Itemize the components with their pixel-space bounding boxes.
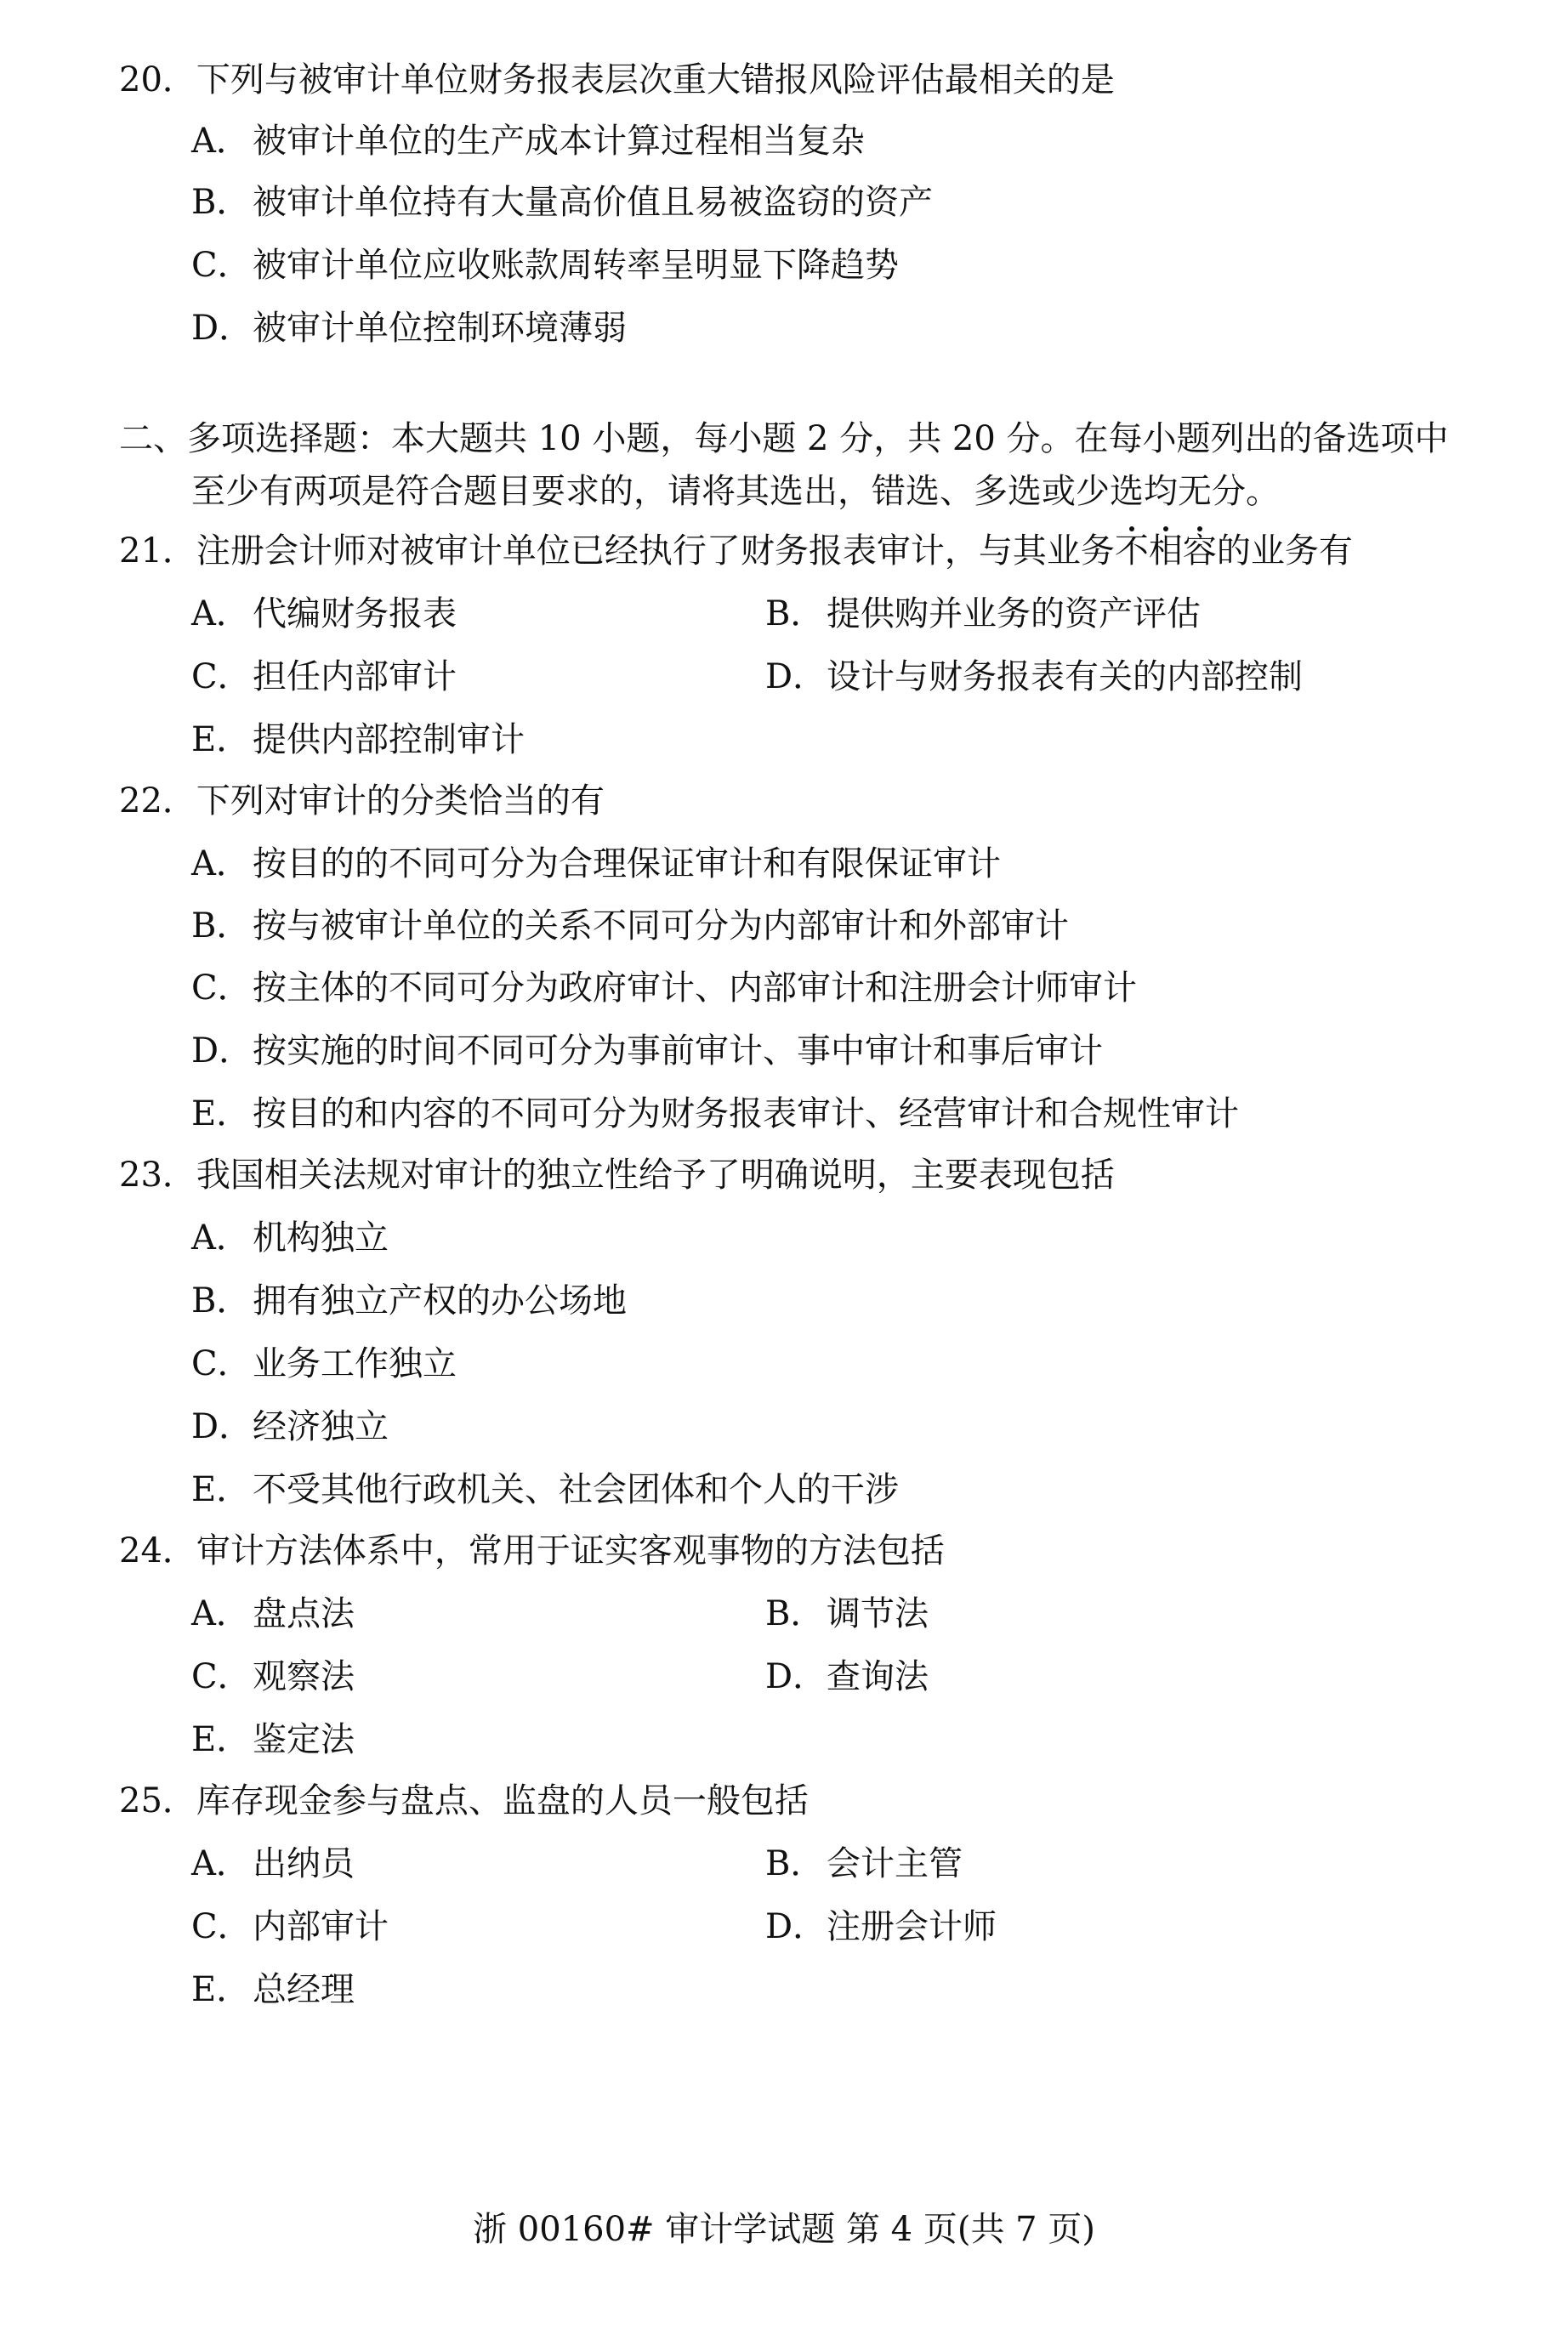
question-25-option-b xyxy=(765,1842,963,1886)
option-text: 观察法 xyxy=(253,1657,355,1696)
question-text: 下列与被审计单位财务报表层次重大错报风险评估最相关的是 xyxy=(196,60,1115,99)
question-25-option-e xyxy=(191,1968,355,2012)
question-number: 22． xyxy=(119,781,196,821)
option-text: 被审计单位应收账款周转率呈明显下降趋势 xyxy=(253,246,899,285)
question-24-option-d xyxy=(765,1655,929,1699)
option-text: 按主体的不同可分为政府审计、内部审计和注册会计师审计 xyxy=(253,968,1137,1008)
section-instructions: 至少有两项是符合题目要求的，请将其选出，错选、多选或少选均无分。 xyxy=(191,472,1280,511)
question-number: 20． xyxy=(119,60,196,99)
question-23-option-d xyxy=(191,1405,389,1449)
question-text: 的业务有 xyxy=(1216,531,1353,571)
option-letter: A． xyxy=(191,594,250,633)
question-22-option-a xyxy=(191,842,1001,886)
emphasis-char: 相 xyxy=(1148,531,1183,571)
option-text: 代编财务报表 xyxy=(253,594,457,633)
option-letter: E． xyxy=(191,1094,251,1133)
option-text: 查询法 xyxy=(827,1657,929,1696)
option-text: 按与被审计单位的关系不同可分为内部审计和外部审计 xyxy=(253,906,1069,946)
option-text: 盘点法 xyxy=(253,1594,355,1633)
option-letter: C． xyxy=(191,968,252,1008)
section-heading: 二、多项选择题：本大题共 10 小题，每小题 2 分，共 20 分。在每小题列出的备选项中 xyxy=(119,419,1449,458)
question-25-option-c xyxy=(191,1905,389,1949)
question-22-option-c xyxy=(191,966,1137,1010)
question-text: 审计方法体系中，常用于证实客观事物的方法包括 xyxy=(196,1531,945,1570)
option-letter: C． xyxy=(191,1657,252,1696)
question-21-option-e xyxy=(191,718,525,762)
option-letter: A． xyxy=(191,1844,250,1883)
option-text: 出纳员 xyxy=(253,1844,355,1883)
option-text: 拥有独立产权的办公场地 xyxy=(253,1281,627,1321)
question-22-stem xyxy=(119,779,605,823)
question-23-option-b xyxy=(191,1279,627,1323)
question-21-stem xyxy=(119,529,1353,573)
option-text: 担任内部审计 xyxy=(253,657,457,696)
option-letter: B． xyxy=(765,1844,825,1883)
option-text: 内部审计 xyxy=(253,1907,389,1946)
option-text: 按目的的不同可分为合理保证审计和有限保证审计 xyxy=(253,844,1001,883)
question-21-option-b xyxy=(765,592,1201,636)
option-letter: D． xyxy=(765,1907,827,1946)
question-24-option-b xyxy=(765,1592,929,1636)
option-text: 提供内部控制审计 xyxy=(253,720,525,759)
question-20-option-a xyxy=(191,119,865,163)
option-letter: C． xyxy=(191,1344,252,1383)
question-22-option-d xyxy=(191,1029,1103,1073)
question-21-option-d xyxy=(765,655,1303,699)
question-text: 下列对审计的分类恰当的有 xyxy=(196,781,605,821)
option-text: 经济独立 xyxy=(253,1407,389,1446)
question-23-option-c xyxy=(191,1342,457,1386)
option-text: 注册会计师 xyxy=(827,1907,997,1946)
option-letter: D． xyxy=(191,1407,253,1446)
option-letter: C． xyxy=(191,657,252,696)
option-letter: B． xyxy=(191,906,251,946)
option-text: 调节法 xyxy=(827,1594,929,1633)
question-number: 23． xyxy=(119,1156,196,1195)
option-text: 会计主管 xyxy=(827,1844,963,1883)
option-letter: D． xyxy=(191,1031,253,1071)
question-number: 24． xyxy=(119,1531,196,1570)
option-text: 被审计单位的生产成本计算过程相当复杂 xyxy=(253,122,865,161)
option-letter: B． xyxy=(765,1594,825,1633)
question-23-option-a xyxy=(191,1216,389,1260)
option-text: 按实施的时间不同可分为事前审计、事中审计和事后审计 xyxy=(253,1031,1103,1071)
question-20-option-d xyxy=(191,306,627,350)
question-23-stem xyxy=(119,1153,1115,1197)
option-letter: A． xyxy=(191,1594,250,1633)
question-21-option-a xyxy=(191,592,457,636)
option-text: 被审计单位持有大量高价值且易被盗窃的资产 xyxy=(253,183,933,222)
option-letter: B． xyxy=(191,183,251,222)
question-23-option-e xyxy=(191,1468,899,1512)
question-22-option-b xyxy=(191,904,1069,948)
question-20-stem xyxy=(119,58,1115,102)
option-text: 提供购并业务的资产评估 xyxy=(827,594,1201,633)
page-footer: 浙 00160# 审计学试题 第 4 页(共 7 页) xyxy=(473,2210,1095,2249)
option-letter: D． xyxy=(191,309,253,348)
option-text: 机构独立 xyxy=(253,1218,389,1258)
option-letter: B． xyxy=(191,1281,251,1321)
emphasis-char: 不 xyxy=(1114,531,1149,571)
option-letter: B． xyxy=(765,594,825,633)
question-24-stem xyxy=(119,1529,945,1573)
option-letter: A． xyxy=(191,122,250,161)
question-20-option-c xyxy=(191,243,899,287)
option-text: 不受其他行政机关、社会团体和个人的干涉 xyxy=(253,1470,899,1509)
question-text: 我国相关法规对审计的独立性给予了明确说明，主要表现包括 xyxy=(196,1156,1115,1195)
question-24-option-a xyxy=(191,1592,355,1636)
option-text: 鉴定法 xyxy=(253,1720,355,1759)
option-letter: E． xyxy=(191,1720,251,1759)
question-22-option-e xyxy=(191,1092,1239,1136)
emphasis-char: 容 xyxy=(1182,531,1217,571)
question-24-option-e xyxy=(191,1718,355,1762)
question-25-option-d xyxy=(765,1905,997,1949)
option-text: 按目的和内容的不同可分为财务报表审计、经营审计和合规性审计 xyxy=(253,1094,1239,1133)
question-text: 库存现金参与盘点、监盘的人员一般包括 xyxy=(196,1781,809,1820)
question-25-stem xyxy=(119,1779,809,1823)
option-text: 被审计单位控制环境薄弱 xyxy=(253,309,627,348)
option-letter: A． xyxy=(191,844,250,883)
question-24-option-c xyxy=(191,1655,355,1699)
option-letter: D． xyxy=(765,1657,827,1696)
option-letter: E． xyxy=(191,1470,251,1509)
option-text: 设计与财务报表有关的内部控制 xyxy=(827,657,1303,696)
option-letter: E． xyxy=(191,1970,251,2009)
option-text: 业务工作独立 xyxy=(253,1344,457,1383)
question-20-option-b xyxy=(191,180,933,224)
option-letter: E． xyxy=(191,720,251,759)
question-text: 注册会计师对被审计单位已经执行了财务报表审计，与其业务 xyxy=(196,531,1115,571)
question-number: 25． xyxy=(119,1781,196,1820)
question-21-option-c xyxy=(191,655,457,699)
option-letter: D． xyxy=(765,657,827,696)
option-letter: C． xyxy=(191,1907,252,1946)
option-text: 总经理 xyxy=(253,1970,355,2009)
option-letter: A． xyxy=(191,1218,250,1258)
option-letter: C． xyxy=(191,246,252,285)
question-25-option-a xyxy=(191,1842,355,1886)
question-number: 21． xyxy=(119,531,196,571)
